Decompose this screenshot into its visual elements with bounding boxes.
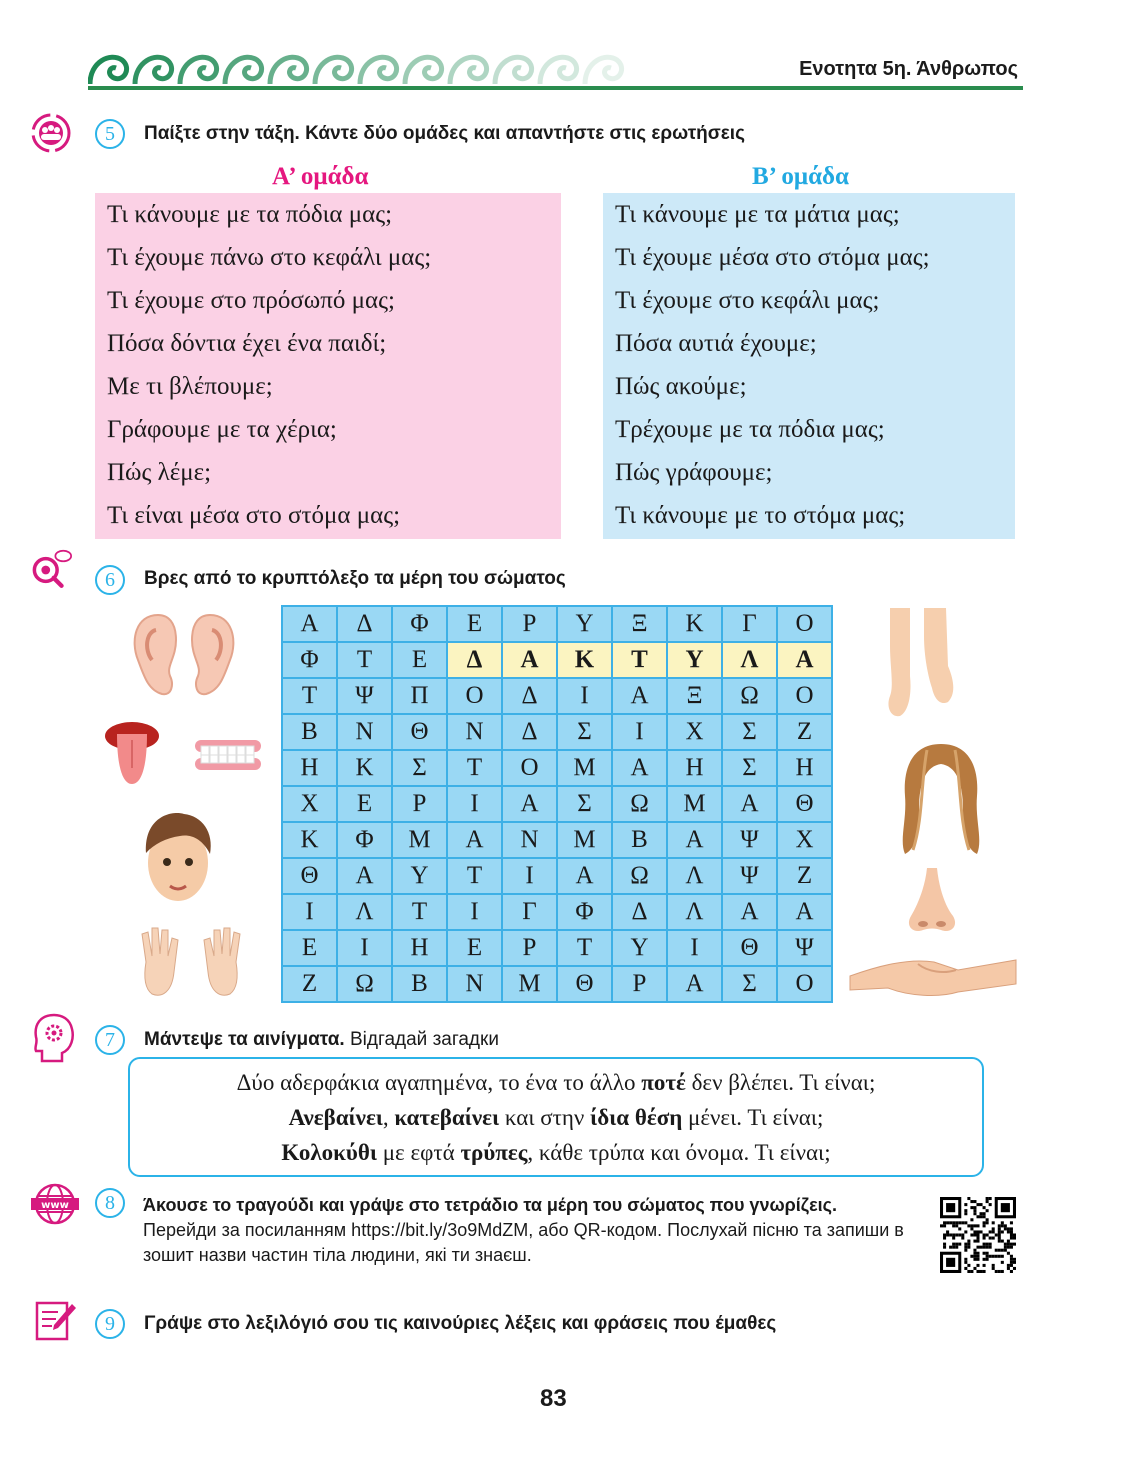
wave-segment	[495, 57, 532, 84]
handshake-image	[848, 940, 1018, 1002]
grid-cell[interactable]: Χ	[667, 714, 722, 750]
grid-cell[interactable]: Ν	[447, 714, 502, 750]
grid-cell[interactable]: Ξ	[667, 678, 722, 714]
wave-segment	[585, 57, 622, 84]
grid-row	[282, 966, 832, 1002]
grid-cell[interactable]: Ι	[447, 894, 502, 930]
riddle-text: και στην	[499, 1105, 591, 1130]
grid-cell[interactable]: Α	[282, 606, 337, 642]
exercise-8-text	[143, 1193, 913, 1268]
grid-cell[interactable]: Α	[612, 750, 667, 786]
grid-cell[interactable]: Μ	[557, 750, 612, 786]
wave-segment	[225, 57, 262, 84]
grid-cell[interactable]: Ι	[282, 894, 337, 930]
grid-cell[interactable]: Ο	[777, 678, 832, 714]
grid-row	[282, 858, 832, 894]
grid-cell[interactable]: Λ	[722, 642, 777, 678]
question-item: Πόσα αυτιά έχουμε;	[615, 330, 817, 357]
grid-cell[interactable]: Β	[612, 822, 667, 858]
grid-cell[interactable]: Η	[667, 750, 722, 786]
grid-cell[interactable]: Τ	[447, 750, 502, 786]
grid-cell[interactable]: Κ	[282, 822, 337, 858]
grid-row	[282, 822, 832, 858]
grid-cell[interactable]: Ψ	[777, 930, 832, 966]
grid-cell[interactable]: Ω	[337, 966, 392, 1002]
ears-image	[128, 610, 240, 700]
grid-cell[interactable]: Φ	[337, 822, 392, 858]
grid-row	[282, 930, 832, 966]
question-item: Τι έχουμε μέσα στο στόμα μας;	[615, 244, 930, 271]
riddle-keyword: Ανεβαίνει	[288, 1105, 383, 1130]
grid-cell[interactable]: Θ	[282, 858, 337, 894]
grid-cell[interactable]: Ω	[612, 786, 667, 822]
grid-cell[interactable]: Δ	[612, 894, 667, 930]
group-a-heading: Α’ ομάδα	[272, 163, 369, 190]
question-item: Τι κάνουμε με το στόμα μας;	[615, 502, 906, 529]
search-talk-icon	[30, 549, 72, 591]
group-b-box	[603, 193, 1015, 539]
riddle-keyword: τρύπες	[460, 1140, 528, 1165]
riddle-keyword: Κολοκύθι	[281, 1140, 377, 1165]
grid-cell[interactable]: Τ	[392, 894, 447, 930]
exercise-number: 6	[95, 565, 125, 595]
grid-cell[interactable]: Ρ	[502, 606, 557, 642]
exercise-7-title	[144, 1029, 499, 1051]
question-item: Τι κάνουμε με τα μάτια μας;	[615, 201, 900, 228]
grid-cell[interactable]: Σ	[722, 966, 777, 1002]
grid-cell[interactable]: Σ	[722, 714, 777, 750]
grid-cell[interactable]: Θ	[392, 714, 447, 750]
grid-cell[interactable]: Α	[502, 786, 557, 822]
grid-cell[interactable]: Ξ	[612, 606, 667, 642]
grid-cell[interactable]: Α	[337, 858, 392, 894]
grid-row	[282, 750, 832, 786]
grid-cell[interactable]: Μ	[667, 786, 722, 822]
grid-cell[interactable]: Α	[777, 642, 832, 678]
hands-image	[138, 922, 244, 1002]
question-item: Πώς ακούμε;	[615, 373, 747, 400]
grid-cell[interactable]: Κ	[557, 642, 612, 678]
question-item: Πώς γράφουμε;	[615, 459, 773, 486]
grid-cell[interactable]: Ι	[502, 858, 557, 894]
head-gear-icon	[32, 1013, 76, 1063]
grid-cell[interactable]: Φ	[282, 642, 337, 678]
grid-cell[interactable]: Ι	[612, 714, 667, 750]
grid-row	[282, 786, 832, 822]
grid-cell[interactable]: Ο	[777, 966, 832, 1002]
grid-cell[interactable]: Β	[282, 714, 337, 750]
grid-cell[interactable]: Γ	[502, 894, 557, 930]
riddle-text: μένει. Τι είναι;	[682, 1105, 824, 1130]
grid-cell[interactable]: Σ	[557, 714, 612, 750]
grid-cell[interactable]: Υ	[612, 930, 667, 966]
question-item: Πώς λέμε;	[107, 459, 212, 486]
grid-cell[interactable]: Ζ	[777, 858, 832, 894]
grid-cell[interactable]: Υ	[392, 858, 447, 894]
exercise-number: 5	[95, 119, 125, 149]
grid-cell[interactable]: Ι	[557, 678, 612, 714]
hair-image	[897, 740, 984, 858]
grid-cell[interactable]: Ν	[447, 966, 502, 1002]
grid-cell[interactable]: Υ	[667, 642, 722, 678]
grid-row	[282, 714, 832, 750]
grid-cell[interactable]: Κ	[337, 750, 392, 786]
grid-cell[interactable]: Η	[777, 750, 832, 786]
grid-cell[interactable]: Ο	[502, 750, 557, 786]
grid-cell[interactable]: Α	[667, 966, 722, 1002]
grid-cell[interactable]: Λ	[337, 894, 392, 930]
grid-cell[interactable]: Δ	[502, 678, 557, 714]
grid-cell[interactable]: Λ	[667, 858, 722, 894]
grid-cell[interactable]: Τ	[557, 930, 612, 966]
grid-cell[interactable]: Α	[502, 642, 557, 678]
grid-cell[interactable]: Ν	[502, 822, 557, 858]
grid-row	[282, 606, 832, 642]
grid-cell[interactable]: Δ	[447, 642, 502, 678]
grid-cell[interactable]: Α	[722, 786, 777, 822]
riddle-line	[130, 1065, 982, 1100]
riddle-text: δεν βλέπει. Τι είναι;	[685, 1070, 876, 1095]
grid-cell[interactable]: Ι	[337, 930, 392, 966]
exercise-5-title: Παίξτε στην τάξη. Κάντε δύο ομάδες και απαντήστε στις ερωτήσεις	[144, 123, 745, 144]
grid-row	[282, 642, 832, 678]
grid-cell[interactable]: Ζ	[777, 714, 832, 750]
grid-cell[interactable]: Υ	[557, 606, 612, 642]
exercise-number: 8	[95, 1188, 125, 1218]
word-search-grid	[281, 605, 833, 1003]
grid-cell[interactable]: Μ	[502, 966, 557, 1002]
riddle-text: ,	[382, 1105, 395, 1130]
grid-cell[interactable]: Φ	[392, 606, 447, 642]
riddle-keyword: ποτέ	[641, 1070, 686, 1095]
exercise-7-title-translation: Відгадай загадки	[344, 1029, 499, 1050]
grid-cell[interactable]: Ρ	[502, 930, 557, 966]
riddles-box	[128, 1057, 984, 1177]
face-image	[140, 808, 216, 908]
grid-cell[interactable]: Μ	[557, 822, 612, 858]
riddle-line	[130, 1100, 982, 1135]
group-icon	[30, 112, 72, 154]
exercise-number: 9	[95, 1309, 125, 1339]
svg-text:www: www	[41, 1200, 69, 1211]
wave-segment	[405, 57, 442, 84]
header-rule	[88, 86, 1023, 90]
grid-cell[interactable]: Σ	[722, 750, 777, 786]
riddle-keyword: ίδια θέση	[590, 1105, 683, 1130]
wave-segment	[360, 57, 397, 84]
grid-cell[interactable]: Ι	[447, 786, 502, 822]
grid-cell[interactable]: Ο	[447, 678, 502, 714]
question-item: Τι κάνουμε με τα πόδια μας;	[107, 201, 393, 228]
grid-cell[interactable]: Β	[392, 966, 447, 1002]
grid-row	[282, 894, 832, 930]
grid-cell[interactable]: Τ	[447, 858, 502, 894]
riddle-line	[130, 1135, 982, 1170]
grid-cell[interactable]: Φ	[557, 894, 612, 930]
grid-cell[interactable]: Ο	[777, 606, 832, 642]
nose-image	[903, 866, 961, 936]
grid-cell[interactable]: Δ	[502, 714, 557, 750]
grid-cell[interactable]: Ε	[447, 606, 502, 642]
wave-segment	[315, 57, 352, 84]
grid-cell[interactable]: Α	[667, 822, 722, 858]
grid-cell[interactable]: Ζ	[282, 966, 337, 1002]
wave-segment	[90, 57, 127, 84]
question-item: Τι έχουμε στο κεφάλι μας;	[615, 287, 880, 314]
grid-cell[interactable]: Ρ	[392, 786, 447, 822]
page-number: 83	[540, 1385, 567, 1412]
grid-row	[282, 678, 832, 714]
grid-cell[interactable]: Θ	[557, 966, 612, 1002]
grid-cell[interactable]: Γ	[722, 606, 777, 642]
question-item: Με τι βλέπουμε;	[107, 373, 273, 400]
grid-cell[interactable]: Μ	[392, 822, 447, 858]
exercise-8-instruction: Άκουσε το τραγούδι και γράψε στο τετράδιο τα μέρη του σώματος που γνωρίζεις.	[143, 1195, 837, 1215]
grid-cell[interactable]: Ψ	[722, 858, 777, 894]
grid-cell[interactable]: Χ	[282, 786, 337, 822]
wave-segment	[270, 57, 307, 84]
grid-cell[interactable]: Π	[392, 678, 447, 714]
grid-cell[interactable]: Α	[557, 858, 612, 894]
wave-segment	[180, 57, 217, 84]
riddle-keyword: κατεβαίνει	[394, 1105, 500, 1130]
grid-cell[interactable]: Χ	[777, 822, 832, 858]
question-item: Πόσα δόντια έχει ένα παιδί;	[107, 330, 387, 357]
grid-cell[interactable]: Ι	[667, 930, 722, 966]
wave-segment	[540, 57, 577, 84]
question-item: Τι έχουμε πάνω στο κεφάλι μας;	[107, 244, 432, 271]
group-a-box	[95, 193, 561, 539]
grid-cell[interactable]: Α	[777, 894, 832, 930]
grid-cell[interactable]: Ω	[722, 678, 777, 714]
grid-cell[interactable]: Ε	[282, 930, 337, 966]
exercise-number: 7	[95, 1025, 125, 1055]
exercise-9-title: Γράψε στο λεξιλόγιό σου τις καινούριες λέξεις και φράσεις που έμαθες	[144, 1313, 777, 1334]
grid-cell[interactable]: Θ	[777, 786, 832, 822]
exercise-6-title: Βρες από το κρυπτόλεξο τα μέρη του σώματος	[144, 568, 566, 589]
grid-cell[interactable]: Ε	[447, 930, 502, 966]
notebook-pencil-icon	[34, 1298, 78, 1342]
exercise-8-translation: Перейди за посиланням https://bit.ly/3o9MdZM, або QR-кодом. Послухай пісню та запиши в зошит назви частин тіла людини, які ти знаєш.	[143, 1220, 904, 1265]
riddle-text: , κάθε τρύπα και όνομα. Τι είναι;	[527, 1140, 831, 1165]
grid-cell[interactable]: Η	[282, 750, 337, 786]
grid-cell[interactable]: Δ	[337, 606, 392, 642]
grid-cell[interactable]: Θ	[722, 930, 777, 966]
grid-cell[interactable]: Σ	[557, 786, 612, 822]
grid-cell[interactable]: Λ	[667, 894, 722, 930]
riddle-text: με εφτά	[376, 1140, 461, 1165]
grid-cell[interactable]: Ρ	[612, 966, 667, 1002]
question-item: Τι είναι μέσα στο στόμα μας;	[107, 502, 401, 529]
wave-segment	[135, 57, 172, 84]
exercise-7-title-bold: Μάντεψε τα αινίγματα.	[144, 1029, 345, 1050]
tongue-image	[103, 718, 161, 788]
grid-cell[interactable]: Τ	[612, 642, 667, 678]
grid-cell[interactable]: Τ	[282, 678, 337, 714]
grid-cell[interactable]: Τ	[337, 642, 392, 678]
grid-cell[interactable]: Ν	[337, 714, 392, 750]
grid-cell[interactable]: Κ	[667, 606, 722, 642]
feet-image	[878, 606, 960, 721]
question-item: Τρέχουμε με τα πόδια μας;	[615, 416, 885, 443]
unit-title: Ενοτητα 5η. Άνθρωπος	[799, 58, 1018, 80]
grid-cell[interactable]: Ω	[612, 858, 667, 894]
qr-code-icon[interactable]	[940, 1197, 1016, 1273]
grid-cell[interactable]: Ψ	[722, 822, 777, 858]
group-b-heading: Β’ ομάδα	[752, 163, 849, 190]
grid-cell[interactable]: Η	[392, 930, 447, 966]
grid-cell[interactable]: Ψ	[337, 678, 392, 714]
www-globe-icon	[31, 1183, 79, 1225]
grid-cell[interactable]: Ε	[392, 642, 447, 678]
grid-cell[interactable]: Α	[612, 678, 667, 714]
grid-cell[interactable]: Α	[447, 822, 502, 858]
grid-cell[interactable]: Σ	[392, 750, 447, 786]
teeth-image	[193, 736, 263, 774]
wave-segment	[450, 57, 487, 84]
question-item: Γράφουμε με τα χέρια;	[107, 416, 337, 443]
grid-cell[interactable]: Α	[722, 894, 777, 930]
question-item: Τι έχουμε στο πρόσωπό μας;	[107, 287, 395, 314]
grid-cell[interactable]: Ε	[337, 786, 392, 822]
riddle-text: Δύο αδερφάκια αγαπημένα, το ένα το άλλο	[236, 1070, 642, 1095]
